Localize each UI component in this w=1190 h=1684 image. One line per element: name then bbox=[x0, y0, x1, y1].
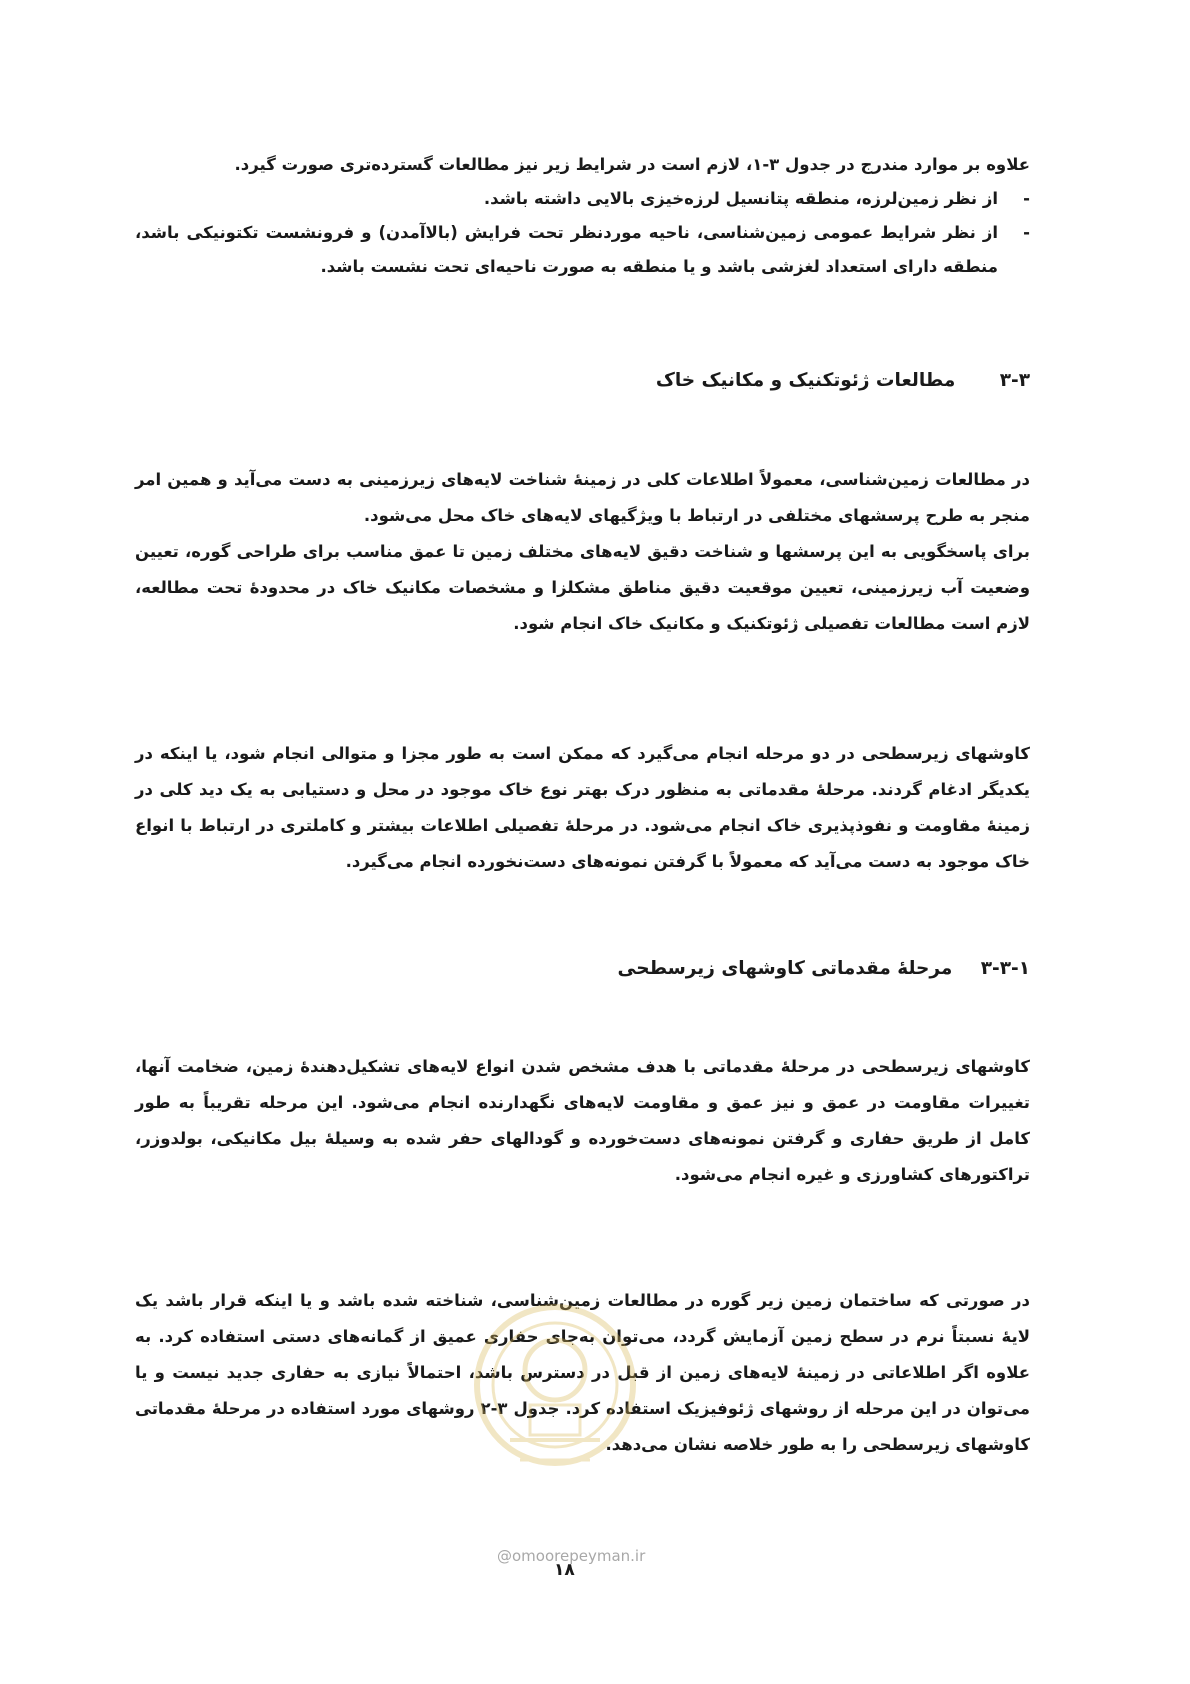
section-number: ۳-۳-۱ bbox=[980, 958, 1030, 979]
paragraph-geophysics: در صورتی که ساختمان زمین زیر گوره در مطالعات زمین‌شناسی، شناخته شده باشد و یا اینکه قرار باشد یک لایهٔ نسبتاً نرم در سطح زمین آزمایش گردد، می‌توان به‌جای حفاری عمیق از گمانه‌های دستی استفاده کرد. به علاوه اگر اطلاعاتی در زمینهٔ لایه‌های زمین از قبل در دسترس باشد، احتمالاً نیازی به حفاری جدید نیست و یا می‌توان در این مرحله از روشهای ژئوفیزیک استفاده کرد. جدول ۳-۲ روشهای مورد استفاده در مرحلهٔ مقدماتی کاوشهای زیرسطحی را به طور خلاصه نشان می‌دهد. bbox=[135, 1291, 1030, 1454]
section-heading-3-3-1 bbox=[618, 958, 1030, 979]
section-number: ۳-۳ bbox=[999, 370, 1030, 391]
section-title: مرحلهٔ مقدماتی کاوشهای زیرسطحی bbox=[617, 958, 953, 979]
bullet-dash: - bbox=[1023, 189, 1030, 208]
paragraph-subsurface-stages: کاوشهای زیرسطحی در دو مرحله انجام می‌گیرد که ممکن است به طور مجزا و متوالی انجام شود، یا اینکه در یکدیگر ادغام گردند. مرحلهٔ مقدماتی به منظور درک بهتر نوع خاک موجود در محل و دستیابی به یک دید کلی در زمینهٔ مقاومت و نفوذپذیری خاک انجام می‌شود. در مرحلهٔ تفصیلی اطلاعات بیشتر و کاملتری در ارتباط با انواع خاک موجود به دست می‌آید که معمولاً با گرفتن نمونه‌های دست‌نخورده انجام می‌گیرد. bbox=[135, 744, 1030, 871]
paragraph-preliminary-stage: کاوشهای زیرسطحی در مرحلهٔ مقدماتی با هدف مشخص شدن انواع لایه‌های تشکیل‌دهندهٔ زمین، ضخامت آنها، تغییرات مقاومت در عمق و نیز عمق و مقاومت لایه‌های نگهدارنده انجام می‌شود. این مرحله تقریباً به طور کامل از طریق حفاری و گرفتن نمونه‌های دست‌خورده و گودالهای حفر شده به وسیلهٔ بیل مکانیکی، بولدوزر، تراکتورهای کشاورزی و غیره انجام می‌شود. bbox=[135, 1057, 1030, 1184]
paragraph-geotech-intro bbox=[135, 462, 1030, 642]
paragraph-text: برای پاسخگویی به این پرسشها و شناخت دقیق لایه‌های مختلف زمین تا عمق مناسب برای طراحی گوره، تعیین وضعیت آب زیرزمینی، تعیین موقعیت دقیق مناطق مشکلزا و مشخصات مکانیک خاک در محدودهٔ تحت مطالعه، لازم است مطالعات تفصیلی ژئوتکنیک و مکانیک خاک انجام شود. bbox=[135, 542, 1030, 633]
section-title: مطالعات ژئوتکنیک و مکانیک خاک bbox=[655, 370, 956, 391]
intro-block bbox=[135, 148, 1030, 284]
section-heading-3-3 bbox=[656, 370, 1030, 391]
paragraph-text: در مطالعات زمین‌شناسی، معمولاً اطلاعات کلی در زمینهٔ شناخت لایه‌های زیرزمینی به دست می‌آید و همین امر منجر به طرح پرسشهای مختلفی در ارتباط با ویژگیهای لایه‌های خاک محل می‌شود. bbox=[135, 470, 1030, 525]
page-number: ۱۸ bbox=[554, 1560, 575, 1580]
watermark-url: @omoorepeyman.ir bbox=[497, 1547, 646, 1565]
bullet-text: از نظر زمین‌لرزه، منطقه پتانسیل لرزه‌خیزی بالایی داشته باشد. bbox=[483, 189, 998, 208]
bullet-item-2 bbox=[135, 216, 1030, 284]
bullet-item-1 bbox=[135, 182, 1030, 216]
bullet-dash: - bbox=[1023, 223, 1030, 242]
intro-text: علاوه بر موارد مندرج در جدول ۳-۱، لازم است در شرایط زیر نیز مطالعات گسترده‌تری صورت گیرد. bbox=[234, 155, 1030, 174]
bullet-text: از نظر شرایط عمومی زمین‌شناسی، ناحیه موردنظر تحت فرایش (بالاآمدن) و فرونشست تکتونیکی باشد، منطقه دارای استعداد لغزشی باشد و یا منطقه به صورت ناحیه‌ای تحت نشست باشد. bbox=[135, 223, 998, 276]
